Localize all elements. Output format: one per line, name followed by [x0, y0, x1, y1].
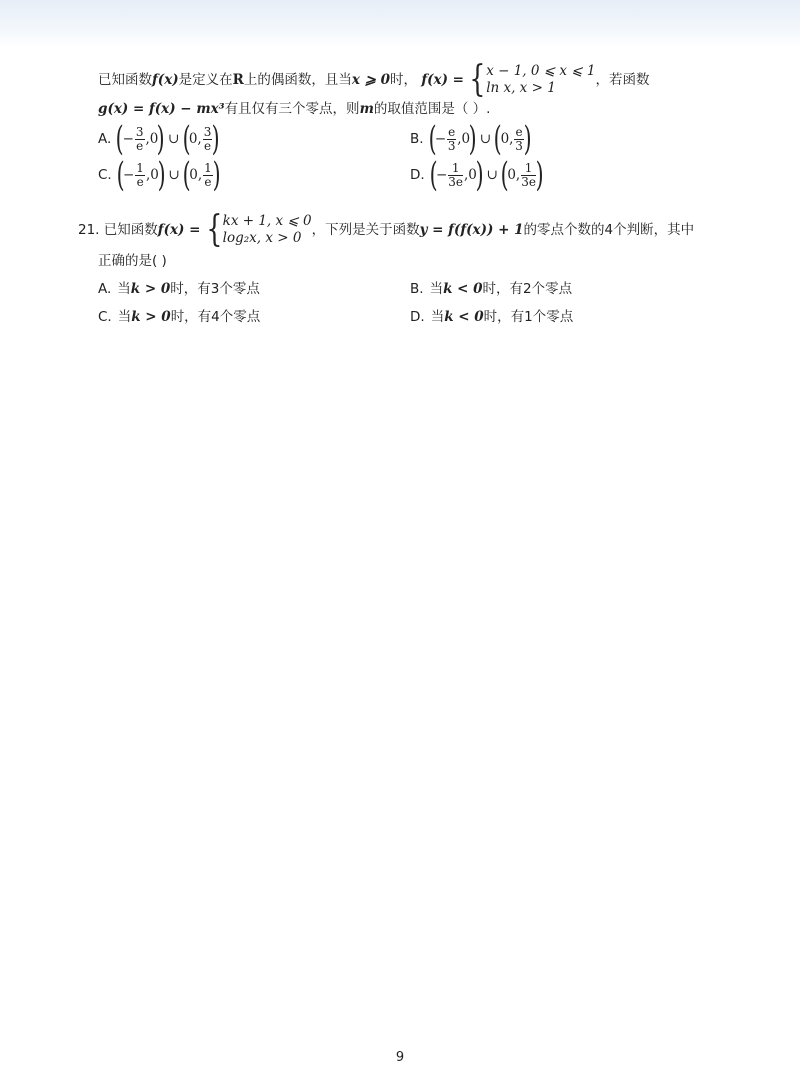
q20-text: 上的偶函数，且当 [243, 72, 352, 88]
q20-option-c: C. (− $\frac{1}{e}$ ,0) ∪ (0, $\frac{1}{e}$ ) [98, 155, 221, 195]
q20-text: 已知函数 [98, 72, 152, 88]
fraction: $\frac{e}{3}$ [447, 124, 456, 153]
q21-text: ，下列是关于函数 [311, 222, 420, 238]
option-label: B. [410, 131, 424, 147]
option-label: B. [410, 281, 424, 297]
fraction: $\frac{1}{e}$ [204, 160, 212, 189]
q20-line-1 [98, 59, 650, 100]
q20-text: 时， [390, 72, 418, 88]
q20-text: 有且仅有三个零点，则 [224, 101, 360, 117]
q20-option-a: A. (− $\frac{3}{e}$ ,0) ∪ (0, $\frac{3}{e}$ ) [98, 119, 220, 159]
question-number: 21. [78, 222, 100, 238]
q21-option-c: C. 当k > 0时，有4个零点 [98, 309, 261, 325]
union-symbol: ∪ [486, 167, 498, 183]
union-symbol: ∪ [479, 131, 492, 147]
q20-text: 的取值范围是（ ）. [373, 101, 491, 117]
left-brace: { [469, 59, 486, 100]
q21-line-1 [78, 209, 695, 250]
page-number: 9 [395, 1050, 405, 1065]
union-symbol: ∪ [168, 167, 180, 183]
case-2: log₂x, x > 0 [222, 230, 302, 246]
math-cond: k > 0 [130, 281, 171, 297]
math-fdef: f(x) = [157, 222, 201, 238]
option-label: D. [410, 309, 425, 325]
math-cond: x ⩾ 0 [351, 72, 391, 88]
math-gx: g(x) = f(x) − mx³ [98, 101, 225, 117]
header-band [0, 0, 800, 48]
case-1: x − 1, 0 ⩽ x ⩽ 1 [486, 63, 596, 79]
q21-option-b: B. 当k < 0时，有2个零点 [410, 281, 573, 297]
math-m: m [359, 101, 374, 117]
option-label: C. [98, 167, 112, 183]
math-cond: k > 0 [131, 309, 171, 325]
q21-option-a: A. 当k > 0时，有3个零点 [98, 281, 260, 297]
fraction: $\frac{3}{e}$ [135, 124, 144, 153]
math-cond: k < 0 [443, 281, 483, 297]
q21-line-2: 正确的是( ) [98, 253, 167, 269]
left-brace: { [206, 209, 223, 250]
q20-text: ，若函数 [595, 72, 650, 88]
option-label: C. [98, 309, 112, 325]
math-R: R [232, 72, 244, 88]
case-1: kx + 1, x ⩽ 0 [222, 213, 312, 229]
q20-option-d: D. (− $\frac{1}{3e}$ ,0) ∪ (0, $\frac{1}{3e}$ ) [410, 155, 544, 195]
q20-line-2 [98, 100, 490, 118]
fraction: $\frac{1}{3e}$ [521, 160, 536, 189]
union-symbol: ∪ [167, 131, 180, 147]
fraction: $\frac{3}{e}$ [203, 124, 212, 153]
q21-text: 已知函数 [103, 222, 158, 238]
math-fx: f(x) [152, 72, 179, 88]
option-label: A. [98, 281, 112, 297]
math-cond: k < 0 [444, 309, 484, 325]
option-label: D. [410, 167, 425, 183]
case-2: ln x, x > 1 [486, 80, 556, 96]
math-fdef: f(x) = [421, 72, 464, 88]
piecewise-cases [486, 63, 595, 97]
q20-text: 是定义在 [178, 72, 233, 88]
piecewise-cases [223, 213, 312, 247]
fraction: $\frac{1}{3e}$ [448, 160, 464, 189]
math-y: y = f(f(x)) + 1 [419, 222, 524, 238]
fraction: $\frac{1}{e}$ [136, 160, 144, 189]
q21-text: 的零点个数的4个判断，其中 [523, 222, 695, 238]
q21-option-d: D. 当k < 0时，有1个零点 [410, 309, 574, 325]
q20-option-b: B. (− $\frac{e}{3}$ ,0) ∪ (0, $\frac{e}{3}$ ) [410, 119, 532, 159]
fraction: $\frac{e}{3}$ [515, 124, 523, 153]
option-label: A. [98, 131, 112, 147]
